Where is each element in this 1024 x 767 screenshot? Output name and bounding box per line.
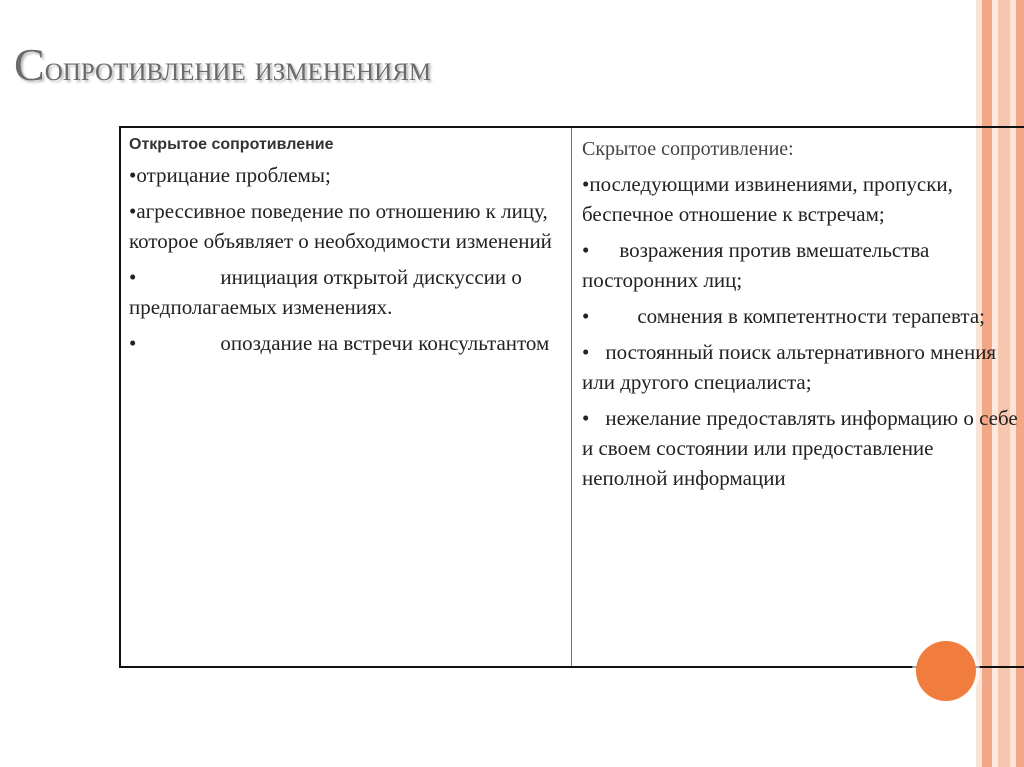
decorative-circle bbox=[916, 641, 976, 701]
comparison-table bbox=[119, 126, 1024, 668]
list-item bbox=[582, 169, 1018, 229]
hidden-resistance-header: Скрытое сопротивление: bbox=[582, 138, 794, 160]
item-text: нежелание предоставлять информацию о себе и своем состоянии или предоставление неполной информации bbox=[582, 406, 1018, 490]
item-text: сомнения в компетентности терапевта; bbox=[637, 304, 986, 328]
bullet: • bbox=[582, 172, 590, 196]
bullet: • bbox=[582, 238, 590, 262]
item-text: возражения против вмешательства посторонних лиц; bbox=[582, 238, 930, 292]
list-item bbox=[129, 196, 563, 256]
list-item bbox=[582, 403, 1018, 493]
list-item bbox=[129, 262, 563, 322]
bullet: • bbox=[582, 406, 590, 430]
open-resistance-column bbox=[121, 128, 572, 666]
list-item bbox=[129, 160, 563, 190]
bullet: • bbox=[582, 340, 590, 364]
item-text: последующими извинениями, пропуски, беспечное отношение к встречам; bbox=[582, 172, 953, 226]
bullet: • bbox=[129, 199, 137, 223]
bullet: • bbox=[129, 163, 137, 187]
item-text: инициация открытой дискуссии о предполагаемых изменениях. bbox=[129, 265, 522, 319]
slide-title bbox=[14, 39, 432, 90]
bullet: • bbox=[129, 331, 137, 355]
item-text: постоянный поиск альтернативного мнения или другого специалиста; bbox=[582, 340, 997, 394]
bullet: • bbox=[582, 304, 590, 328]
list-item bbox=[129, 328, 563, 358]
list-item bbox=[582, 337, 1018, 397]
title-rest: опротивление изменениям bbox=[44, 48, 432, 88]
item-text: опоздание на встречи консультантом bbox=[220, 331, 550, 355]
bullet: • bbox=[129, 265, 137, 289]
title-first-letter: С bbox=[14, 39, 45, 90]
list-item bbox=[582, 301, 1018, 331]
item-text: отрицание проблемы; bbox=[136, 163, 331, 187]
item-text: агрессивное поведение по отношению к лицу, которое объявляет о необходимости изменений bbox=[129, 199, 552, 253]
hidden-resistance-column bbox=[572, 128, 1024, 666]
open-resistance-header: Открытое сопротивление bbox=[129, 136, 334, 153]
list-item bbox=[582, 235, 1018, 295]
